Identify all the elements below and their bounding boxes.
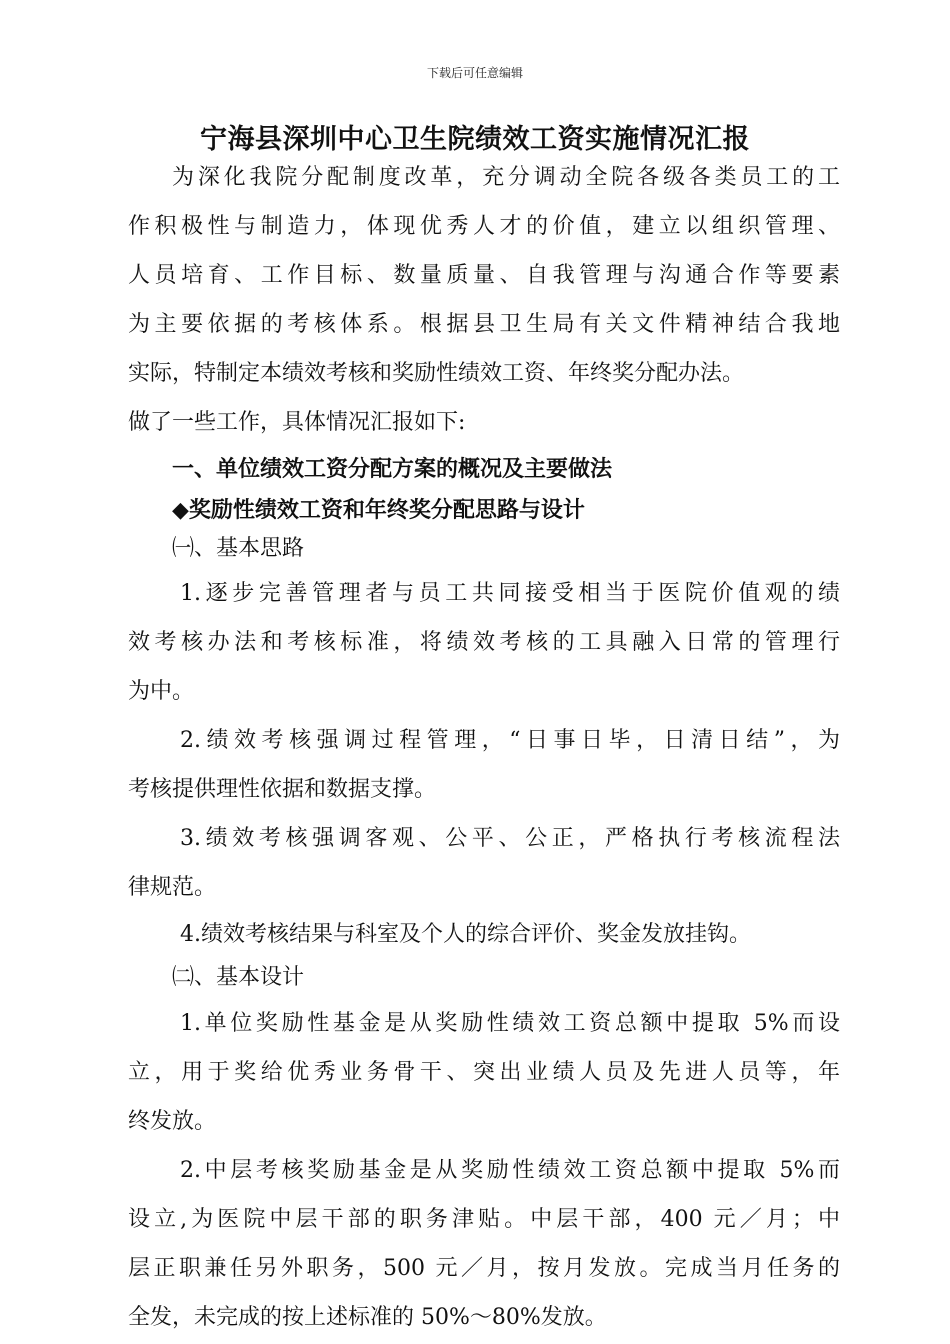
item-line: 2.绩效考核强调过程管理，“日事日毕，日清日结”，为: [180, 728, 840, 753]
part1-item: [128, 569, 840, 716]
part2-item: [128, 1146, 840, 1342]
intro-line: 人员培育、工作目标、数量质量、自我管理与沟通合作等要素: [128, 263, 840, 288]
item-line: 3.绩效考核强调客观、公平、公正，严格执行考核流程法: [180, 826, 840, 851]
part1-item: [128, 814, 840, 912]
subsection-heading: ◆奖励性绩效工资和年终奖分配思路与设计: [172, 497, 585, 523]
item-line: 律规范。: [128, 875, 217, 900]
part1-item: [128, 912, 840, 957]
item-line: 2.中层考核奖励基金是从奖励性绩效工资总额中提取 5%而: [180, 1158, 840, 1183]
page-header-note: 下载后可任意编辑: [426, 66, 523, 80]
intro-paragraph: [128, 153, 840, 447]
section-heading: 一、单位绩效工资分配方案的概况及主要做法: [172, 456, 613, 482]
document-body: [128, 153, 840, 1342]
intro-line: 做了一些工作，具体情况汇报如下:: [128, 410, 466, 435]
intro-line: 作积极性与制造力，体现优秀人才的价值，建立以组织管理、: [128, 214, 840, 239]
item-line: 层正职兼任另外职务，500 元／月，按月发放。完成当月任务的: [128, 1256, 840, 1281]
intro-line: 为深化我院分配制度改革，充分调动全院各级各类员工的工: [172, 165, 840, 190]
item-line: 考核提供理性依据和数据支撑。: [128, 777, 437, 802]
item-line: 终发放。: [128, 1109, 217, 1134]
item-line: 1.逐步完善管理者与员工共同接受相当于医院价值观的绩: [180, 581, 840, 606]
item-line: 为中。: [128, 679, 195, 704]
item-line: 全发，未完成的按上述标准的 50%～80%发放。: [128, 1305, 607, 1330]
item-line: 效考核办法和考核标准，将绩效考核的工具融入日常的管理行: [128, 630, 840, 655]
item-line: 4.绩效考核结果与科室及个人的综合评价、奖金发放挂钩。: [180, 922, 751, 947]
intro-line: 为主要依据的考核体系。根据县卫生局有关文件精神结合我地: [128, 312, 840, 337]
item-line: 立，用于奖给优秀业务骨干、突出业绩人员及先进人员等，年: [128, 1060, 840, 1085]
part1-item: [128, 716, 840, 814]
part2-heading: ㈡、基本设计: [172, 965, 305, 990]
part1-heading: ㈠、基本思路: [172, 536, 305, 561]
item-line: 1.单位奖励性基金是从奖励性绩效工资总额中提取 5%而设: [180, 1011, 840, 1036]
item-line: 设立,为医院中层干部的职务津贴。中层干部，400 元／月；中: [128, 1207, 840, 1232]
document-title: 宁海县深圳中心卫生院绩效工资实施情况汇报: [200, 124, 750, 155]
intro-line: 实际，特制定本绩效考核和奖励性绩效工资、年终奖分配办法。: [128, 361, 745, 386]
part2-item: [128, 999, 840, 1146]
